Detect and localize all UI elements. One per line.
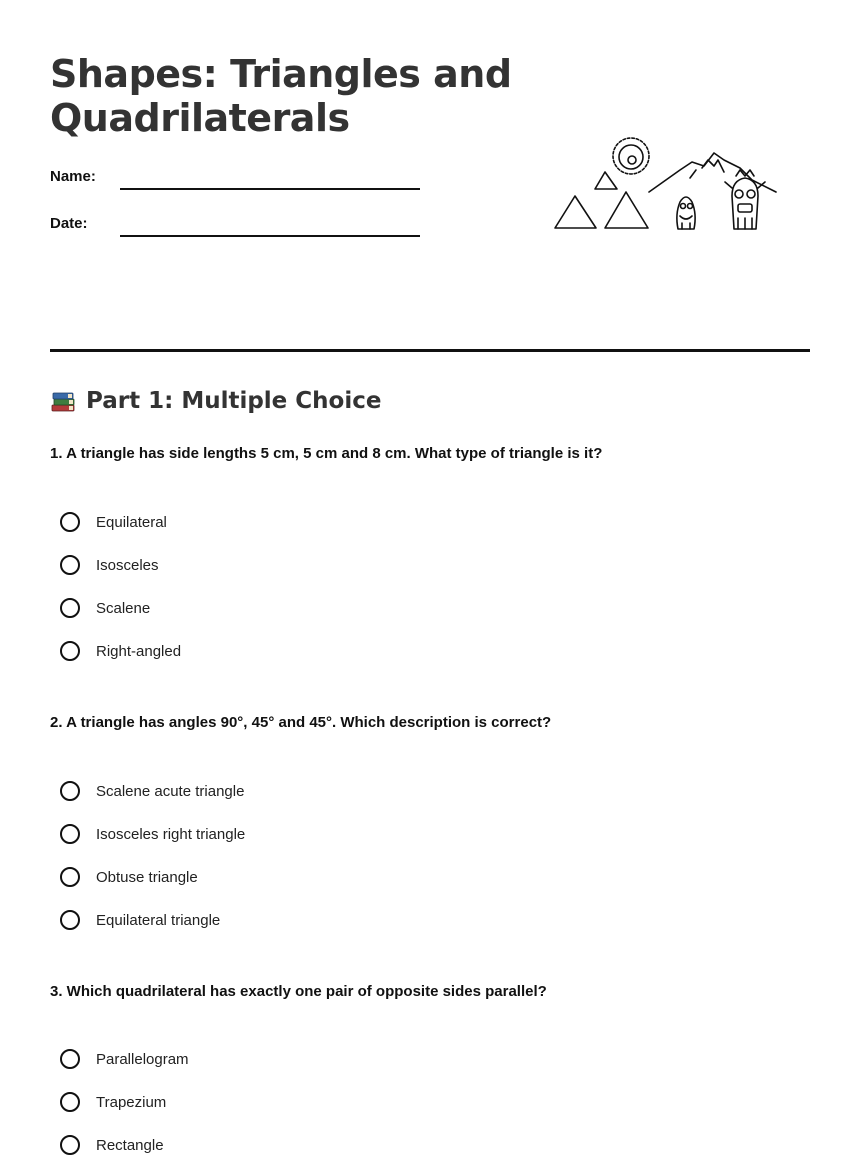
name-field xyxy=(50,160,430,190)
part-1-heading xyxy=(50,388,381,414)
option-label: Isosceles xyxy=(96,556,159,574)
question-3-text: 3. Which quadrilateral has exactly one pair of opposite sides parallel? xyxy=(50,983,547,1000)
title-line-1: Shapes: Triangles and xyxy=(50,52,512,96)
option-label: Scalene acute triangle xyxy=(96,782,245,800)
q3-option-3[interactable] xyxy=(60,1131,164,1159)
option-label: Obtuse triangle xyxy=(96,868,198,886)
q2-option-2[interactable] xyxy=(60,820,245,848)
part-1-title: Part 1: Multiple Choice xyxy=(86,388,382,414)
q3-option-2[interactable] xyxy=(60,1088,166,1116)
option-label: Right-angled xyxy=(96,642,182,660)
q2-option-1[interactable] xyxy=(60,777,244,805)
date-label: Date: xyxy=(50,215,88,232)
q1-option-2[interactable] xyxy=(60,551,159,579)
date-field xyxy=(50,207,430,237)
question-2-text: 2. A triangle has angles 90°, 45° and 45°. Which description is correct? xyxy=(50,714,552,731)
name-line[interactable] xyxy=(120,188,420,190)
option-label: Trapezium xyxy=(96,1093,167,1111)
triangle-icon xyxy=(555,172,648,228)
radio-button[interactable] xyxy=(60,641,80,661)
q1-option-4[interactable] xyxy=(60,637,181,665)
sun-icon xyxy=(613,138,649,174)
radio-button[interactable] xyxy=(60,781,80,801)
q1-option-3[interactable] xyxy=(60,594,150,622)
radio-button[interactable] xyxy=(60,598,80,618)
tiki-figure-icon xyxy=(725,170,765,229)
radio-button[interactable] xyxy=(60,512,80,532)
radio-button[interactable] xyxy=(60,867,80,887)
radio-button[interactable] xyxy=(60,1135,80,1155)
radio-button[interactable] xyxy=(60,910,80,930)
name-label: Name: xyxy=(50,168,96,185)
q2-option-4[interactable] xyxy=(60,906,220,934)
radio-button[interactable] xyxy=(60,1092,80,1112)
books-icon xyxy=(50,388,76,414)
page-title xyxy=(50,52,512,140)
option-label: Equilateral xyxy=(96,513,167,531)
koru-figure-icon xyxy=(677,197,695,229)
option-label: Parallelogram xyxy=(96,1050,189,1068)
radio-button[interactable] xyxy=(60,555,80,575)
q3-option-1[interactable] xyxy=(60,1045,189,1073)
header-illustration xyxy=(552,136,782,236)
date-line[interactable] xyxy=(120,235,420,237)
q1-option-1[interactable] xyxy=(60,508,167,536)
question-1-text: 1. A triangle has side lengths 5 cm, 5 cm and 8 cm. What type of triangle is it? xyxy=(50,445,603,462)
section-divider xyxy=(50,349,810,352)
option-label: Isosceles right triangle xyxy=(96,825,246,843)
radio-button[interactable] xyxy=(60,824,80,844)
title-line-2: Quadrilaterals xyxy=(50,96,350,140)
q2-option-3[interactable] xyxy=(60,863,198,891)
option-label: Equilateral triangle xyxy=(96,911,221,929)
option-label: Rectangle xyxy=(96,1136,164,1154)
option-label: Scalene xyxy=(96,599,151,617)
radio-button[interactable] xyxy=(60,1049,80,1069)
